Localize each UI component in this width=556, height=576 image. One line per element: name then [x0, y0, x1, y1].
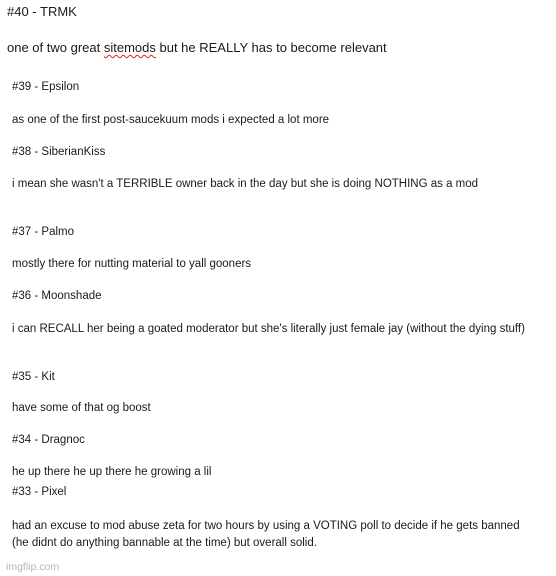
entry-heading-34: #34 - Dragnoc	[12, 434, 85, 446]
entry-description-39: as one of the first post-saucekuum mods i expected a lot more	[12, 114, 330, 126]
entry-description-40-part1: one of two great	[7, 40, 104, 55]
entry-heading-38: #38 - SiberianKiss	[12, 146, 106, 158]
entry-description-34: he up there he up there he growing a lil	[12, 466, 212, 478]
spellcheck-flagged-word: sitemods	[103, 40, 156, 55]
entry-heading-40: #40 - TRMK	[7, 4, 77, 19]
entry-heading-35: #35 - Kit	[12, 371, 55, 383]
entry-description-36: i can RECALL her being a goated moderator but she's literally just female jay (without the dying stuff)	[12, 323, 525, 335]
entry-heading-39: #39 - Epsilon	[12, 81, 80, 93]
entry-heading-36: #36 - Moonshade	[12, 290, 102, 302]
entry-description-37: mostly there for nutting material to yall gooners	[12, 258, 252, 270]
entry-heading-33: #33 - Pixel	[12, 486, 67, 498]
entry-description-40	[7, 40, 387, 56]
entry-description-40-part2: but he REALLY has to become relevant	[155, 40, 387, 55]
entry-description-35: have some of that og boost	[12, 402, 151, 414]
entry-description-33: had an excuse to mod abuse zeta for two hours by using a VOTING poll to decide if he gets banned (he didnt do anything bannable at the time) but overall solid.	[12, 520, 520, 549]
entry-heading-37: #37 - Palmo	[12, 226, 75, 238]
imgflip-watermark: imgflip.com	[6, 561, 60, 573]
entry-description-38: i mean she wasn't a TERRIBLE owner back in the day but she is doing NOTHING as a mod	[12, 178, 479, 190]
